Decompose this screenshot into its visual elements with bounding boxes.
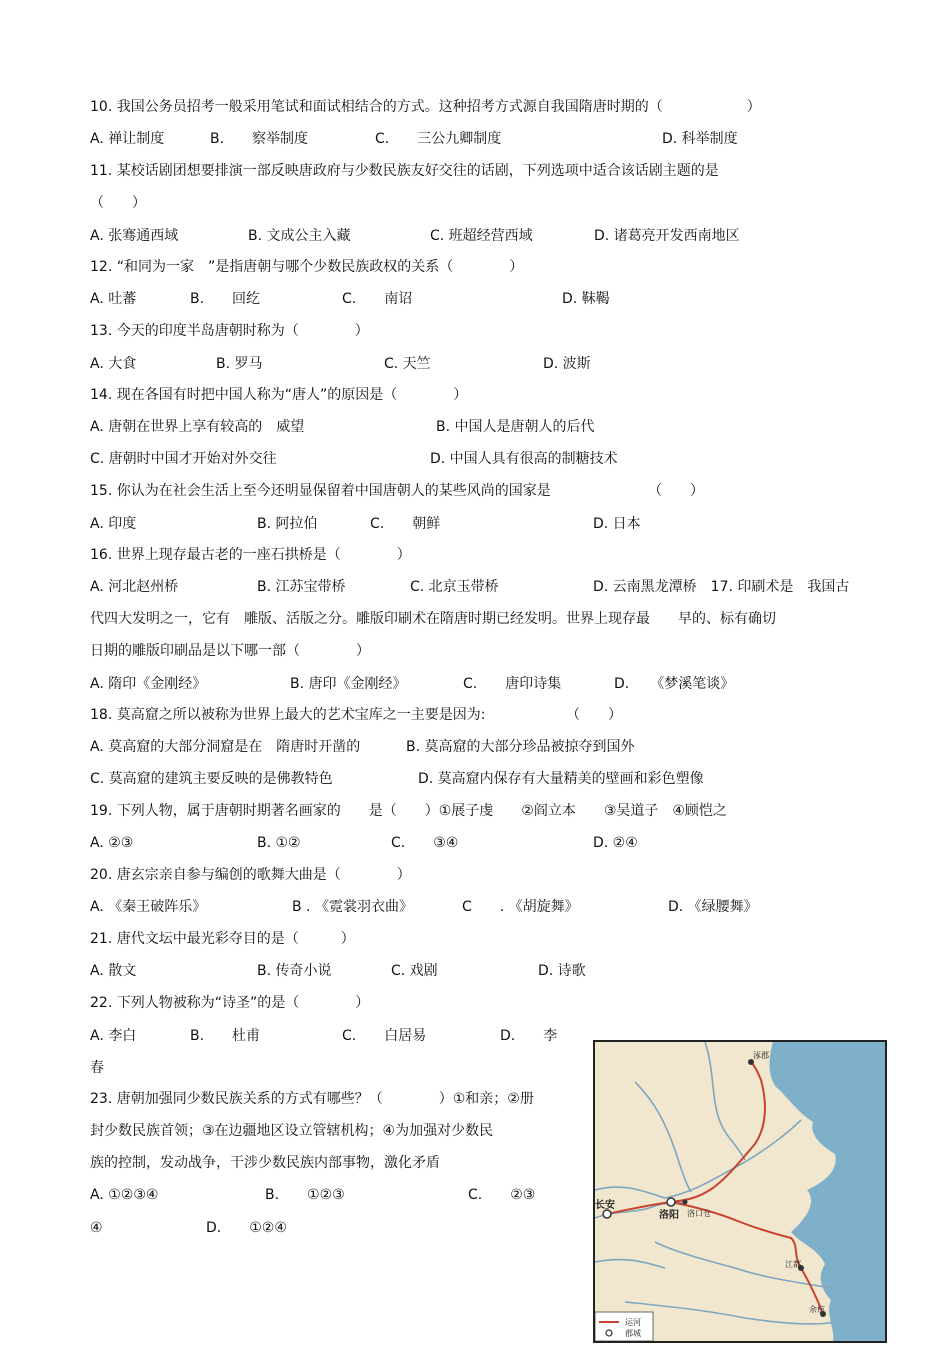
- legend-city-label: 郡城: [625, 1329, 641, 1338]
- q23-option-a: A. ①②③④: [90, 1187, 159, 1203]
- map-legend: [595, 1312, 653, 1341]
- q11-stem: 11. 某校话剧团想要排演一部反映唐政府与少数民族友好交往的话剧，下列选项中适合该话剧主题的是: [90, 163, 719, 179]
- q19-option-c: C. ③④: [391, 835, 459, 851]
- q17-option-b: B. 唐印《金刚经》: [290, 676, 407, 692]
- map-sea: [770, 1042, 886, 1341]
- q16-stem: 16. 世界上现存最古老的一座石拱桥是（ ）: [90, 547, 411, 563]
- q19-option-d: D. ②④: [593, 835, 638, 851]
- q14-stem: 14. 现在各国有时把中国人称为“唐人”的原因是（ ）: [90, 387, 468, 403]
- map-label-luoyang: 洛阳: [659, 1210, 679, 1221]
- q20-option-b: B . 《霓裳羽衣曲》: [292, 899, 413, 915]
- q14-option-b: B. 中国人是唐朝人的后代: [436, 419, 595, 435]
- q13-stem: 13. 今天的印度半岛唐朝时称为（ ）: [90, 323, 369, 339]
- q19-option-b: B. ①②: [257, 835, 301, 851]
- q16-option-d-q17-stem: D. 云南黑龙潭桥 17. 印刷术是 我国古: [593, 579, 850, 595]
- q18-paren: （ ）: [566, 707, 622, 723]
- map-label-yuhang: 余杭: [809, 1305, 825, 1314]
- map-label-jiangdu: 江都: [785, 1260, 801, 1269]
- q14-option-c: C. 唐朝时中国才开始对外交往: [90, 451, 277, 467]
- q17-option-c: C. 唐印诗集: [463, 676, 562, 692]
- q15-option-a: A. 印度: [90, 516, 137, 532]
- q15-option-b: B. 阿拉伯: [257, 516, 318, 532]
- q11-option-a: A. 张骞通西域: [90, 228, 179, 244]
- legend-city-icon: [606, 1330, 612, 1336]
- q22-option-c: C. 白居易: [342, 1028, 427, 1044]
- q11-option-d: D. 诸葛亮开发西南地区: [594, 228, 740, 244]
- q19-option-a: A. ②③: [90, 835, 134, 851]
- q10-option-a: A. 禅让制度: [90, 131, 165, 147]
- q20-option-a: A. 《秦王破阵乐》: [90, 899, 207, 915]
- q18-stem: 18. 莫高窟之所以被称为世界上最大的艺术宝库之一主要是因为:: [90, 707, 486, 723]
- q16-option-a: A. 河北赵州桥: [90, 579, 179, 595]
- q12-option-c: C. 南诏: [342, 291, 413, 307]
- q10-option-c: C. 三公九卿制度: [375, 131, 502, 147]
- map-label-changan: 长安: [595, 1200, 615, 1211]
- q23-option-d: D. ①②④: [206, 1220, 287, 1236]
- q20-stem: 20. 唐玄宗亲自参与编创的歌舞大曲是（ ）: [90, 867, 411, 883]
- q15-paren: （ ）: [648, 483, 704, 499]
- q17-stem-line2: 代四大发明之一，它有 雕版、活版之分。雕版印刷术在隋唐时期已经发明。世界上现存最 早的、标有确切: [90, 611, 776, 627]
- q12-option-d: D. 靺鞨: [562, 291, 610, 307]
- q23-stem-line3: 族的控制，发动战争，干涉少数民族内部事物，激化矛盾: [90, 1155, 440, 1171]
- q13-option-c: C. 天竺: [384, 356, 431, 372]
- q23-option-b: B. ①②③: [265, 1187, 345, 1203]
- q15-stem: 15. 你认为在社会生活上至今还明显保留着中国唐朝人的某些风尚的国家是: [90, 483, 551, 499]
- q10-option-b: B. 察举制度: [210, 131, 309, 147]
- q21-stem: 21. 唐代文坛中最光彩夺目的是（ ）: [90, 931, 355, 947]
- q16-option-b: B. 江苏宝带桥: [257, 579, 346, 595]
- q11-option-b: B. 文成公主入藏: [248, 228, 351, 244]
- q23-stem-line2: 封少数民族首领；③在边疆地区设立管辖机构；④为加强对少数民: [90, 1123, 494, 1139]
- q20-option-d: D. 《绿腰舞》: [668, 899, 758, 915]
- q12-stem: 12. “和同为一家 ”是指唐朝与哪个少数民族政权的关系（ ）: [90, 259, 524, 275]
- q17-option-d: D. 《梦溪笔谈》: [614, 676, 735, 692]
- q23-stem: 23. 唐朝加强同少数民族关系的方式有哪些？（ ）①和亲；②册: [90, 1091, 534, 1107]
- q22-option-d: D. 李: [500, 1028, 558, 1044]
- q18-option-b: B. 莫高窟的大部分珍品被掠夺到国外: [406, 739, 635, 755]
- q20-option-c: C . 《胡旋舞》: [462, 899, 579, 915]
- q18-option-c: C. 莫高窟的建筑主要反映的是佛教特色: [90, 771, 333, 787]
- q22-option-a: A. 李白: [90, 1028, 137, 1044]
- map-drawing: [595, 1042, 885, 1341]
- q19-stem: 19. 下列人物，属于唐朝时期著名画家的 是（ ）①展子虔 ②阎立本 ③吴道子 ④顾恺之: [90, 803, 727, 819]
- q15-option-c: C. 朝鲜: [370, 516, 441, 532]
- q21-option-c: C. 戏剧: [391, 963, 438, 979]
- q21-option-a: A. 散文: [90, 963, 137, 979]
- q17-stem-line3: 日期的雕版印刷品是以下哪一部（ ）: [90, 643, 370, 659]
- grand-canal-map: [593, 1040, 887, 1343]
- legend-canal-label: 运河: [625, 1318, 641, 1327]
- q22-stem: 22. 下列人物被称为“诗圣”的是（ ）: [90, 995, 370, 1011]
- q15-option-d: D. 日本: [593, 516, 641, 532]
- q17-option-a: A. 隋印《金刚经》: [90, 676, 207, 692]
- q10-stem: 10. 我国公务员招考一般采用笔试和面试相结合的方式。这种招考方式源自我国隋唐时期的（ ）: [90, 99, 761, 115]
- q22-option-b: B. 杜甫: [190, 1028, 261, 1044]
- q21-option-d: D. 诗歌: [538, 963, 586, 979]
- q10-option-d: D. 科举制度: [662, 131, 738, 147]
- q22-option-d-wrap: 春: [90, 1060, 104, 1076]
- q21-option-b: B. 传奇小说: [257, 963, 332, 979]
- q14-option-a: A. 唐朝在世界上享有较高的 威望: [90, 419, 305, 435]
- q12-option-a: A. 吐蕃: [90, 291, 137, 307]
- q18-option-d: D. 莫高窟内保存有大量精美的壁画和彩色塑像: [418, 771, 704, 787]
- q14-option-d: D. 中国人具有很高的制糖技术: [430, 451, 618, 467]
- q11-option-c: C. 班超经营西域: [430, 228, 533, 244]
- map-label-zhuojun: 涿郡: [753, 1051, 769, 1060]
- q18-option-a: A. 莫高窟的大部分洞窟是在 隋唐时开凿的: [90, 739, 361, 755]
- q13-option-d: D. 波斯: [543, 356, 591, 372]
- q12-option-b: B. 回纥: [190, 291, 261, 307]
- q23-option-c-wrap: ④: [90, 1220, 103, 1236]
- map-label-luokoucang: 洛口仓: [687, 1209, 711, 1218]
- q13-option-b: B. 罗马: [216, 356, 263, 372]
- q23-option-c: C. ②③: [468, 1187, 536, 1203]
- q11-paren: （ ）: [90, 195, 146, 211]
- q13-option-a: A. 大食: [90, 356, 137, 372]
- q16-option-c: C. 北京玉带桥: [410, 579, 499, 595]
